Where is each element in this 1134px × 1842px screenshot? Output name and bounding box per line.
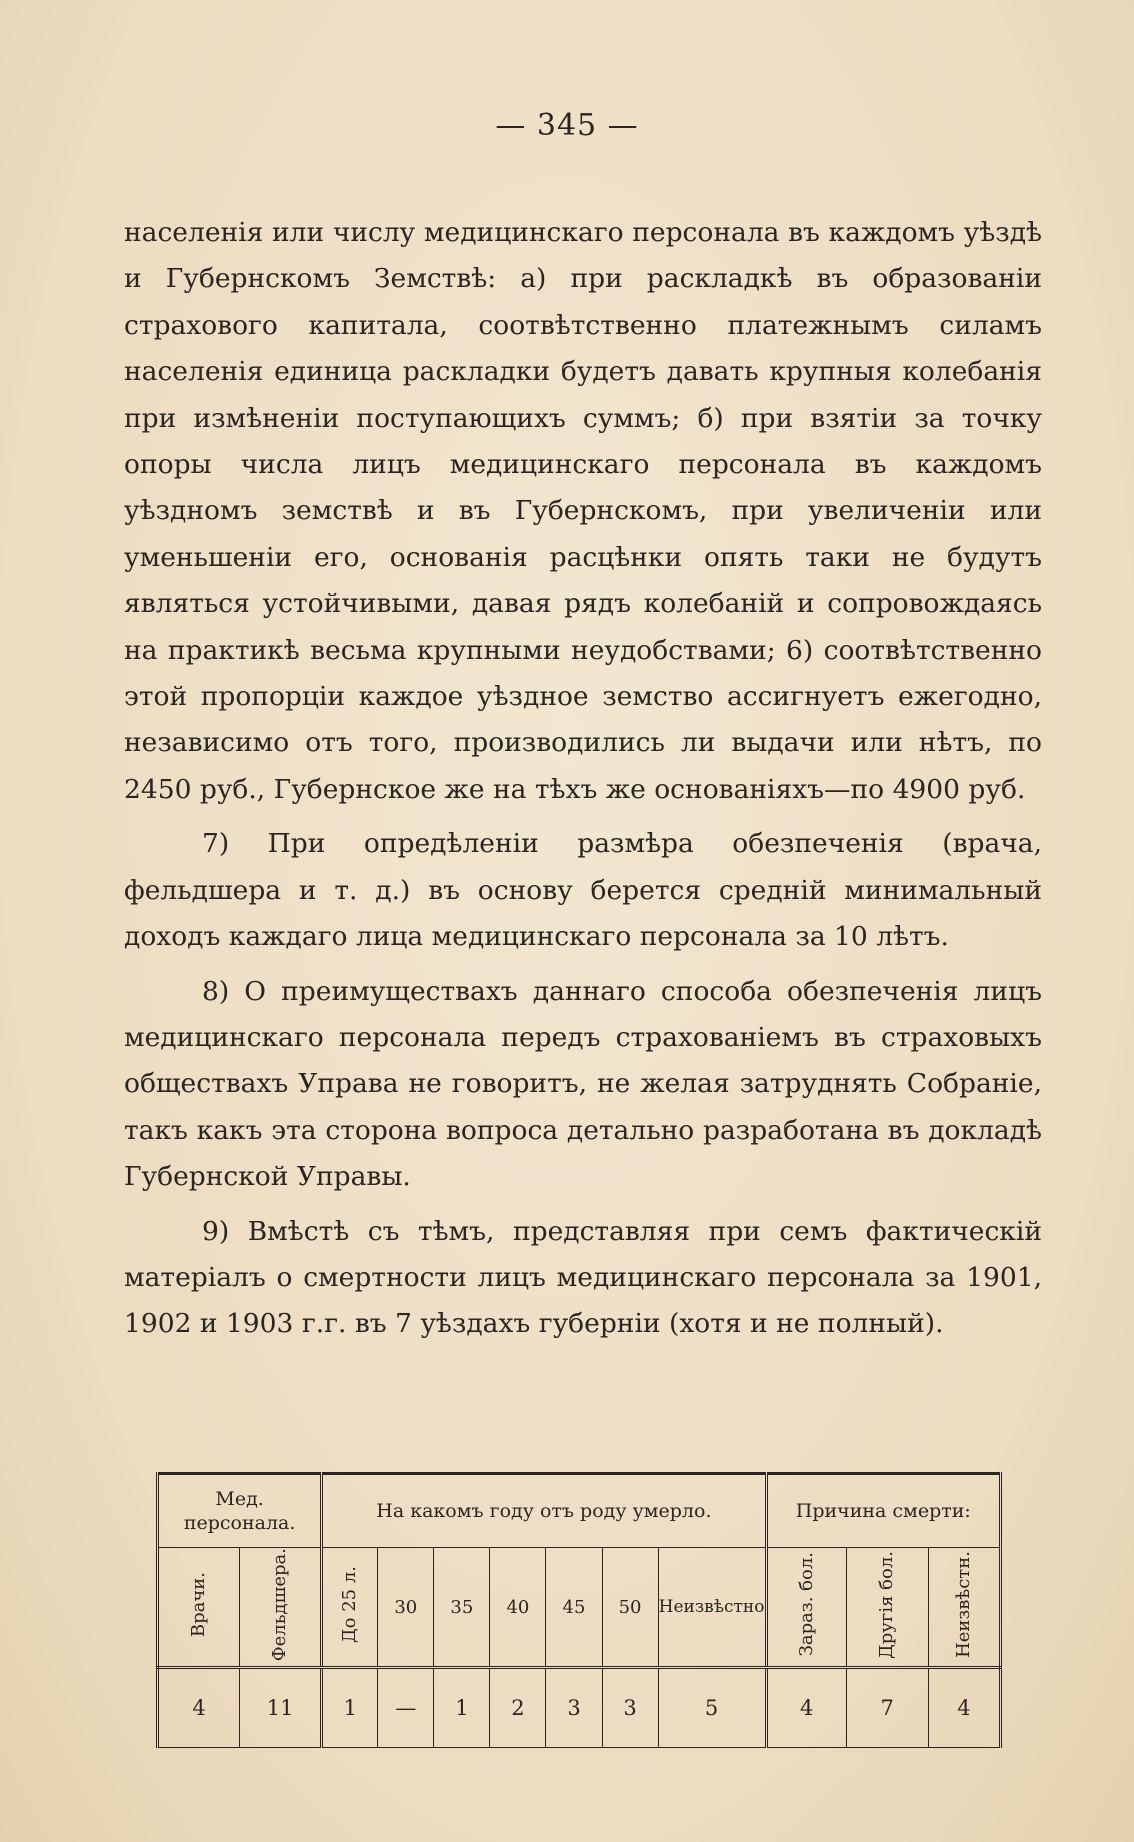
cell-35: 1 [434,1668,490,1748]
col-header-35: 35 [434,1548,490,1668]
cell-doctors: 4 [158,1668,240,1748]
page-number: — 345 — [495,108,639,143]
text-body [124,210,1042,1348]
col-header-40: 40 [490,1548,546,1668]
table-row [158,1668,1001,1748]
cell-50: 3 [602,1668,658,1748]
paragraph-7: 7) При опредѣленіи размѣра обезпеченія (врача, фельдшера и т. д.) въ основу берется среднiй минимальный доходъ каждаго лица медицинскаго персонала за 10 лѣтъ. [124,828,1042,953]
col-header-feldshers: Фельдшера. [240,1548,322,1668]
group-header-age: На какомъ году отъ роду умерло. [322,1474,766,1548]
cell-30: — [378,1668,434,1748]
group-header-cause: Причина смерти: [766,1474,1000,1548]
cell-infectious: 4 [766,1668,846,1748]
col-header-other-diseases: Другія бол. [846,1548,928,1668]
paragraph-8: 8) О преимуществахъ даннаго способа обезпеченія лицъ медицинскаго персонала передъ страхованіемъ въ страховыхъ обществахъ Управа не говоритъ, не желая затруднять Собраніе, такъ какъ эта сторона вопроса детально разработана въ докладѣ Губернской Управы. [124,975,1042,1193]
col-header-age-unknown: Неизвѣстно [658,1548,766,1668]
col-header-under-25: До 25 л. [322,1548,378,1668]
cell-age-unknown: 5 [658,1668,766,1748]
cell-under-25: 1 [322,1668,378,1748]
paragraph-9: 9) Вмѣстѣ съ тѣмъ, представляя при семъ фактическій матеріалъ о смертности лицъ медицинскаго персонала за 1901, 1902 и 1903 г.г. въ 7 уѣздахъ губерніи (хотя и не полный). [124,1215,1042,1340]
col-header-30: 30 [378,1548,434,1668]
cell-feldshers: 11 [240,1668,322,1748]
col-header-doctors: Врачи. [158,1548,240,1668]
cell-45: 3 [546,1668,602,1748]
group-header-med-staff: Мед. персонала. [158,1474,322,1548]
col-header-45: 45 [546,1548,602,1668]
cell-cause-unknown: 4 [928,1668,1000,1748]
paragraph-continuation: населенія или числу медицинскаго персонала въ каждомъ уѣздѣ и Губернскомъ Земствѣ: а) при раскладкѣ въ образованіи страхового капитала, соотвѣтственно платежнымъ силамъ населенія единица раскладки будетъ давать крупныя колебанія при измѣненіи поступающихъ суммъ; б) при взятіи за точку опоры числа лицъ медицинскаго персонала въ каждомъ уѣздномъ земствѣ и въ Губернскомъ, при увеличеніи или уменьшеніи его, основанія расцѣнки опять таки не будутъ являться устойчивыми, давая рядъ колебаній и сопровождаясь на практикѣ весьма крупными неудобствами; 6) соотвѣтственно этой пропорціи каждое уѣздное земство ассигнуетъ ежегодно, независимо отъ того, производились ли выдачи или нѣтъ, по 2450 руб., Губернское же на тѣхъ же основаніяхъ—по 4900 руб. [124,217,1042,805]
col-header-cause-unknown: Неизвѣстн. [928,1548,1000,1668]
cell-other-diseases: 7 [846,1668,928,1748]
cell-40: 2 [490,1668,546,1748]
mortality-table [156,1472,1002,1748]
col-header-infectious: Зараз. бол. [766,1548,846,1668]
col-header-50: 50 [602,1548,658,1668]
